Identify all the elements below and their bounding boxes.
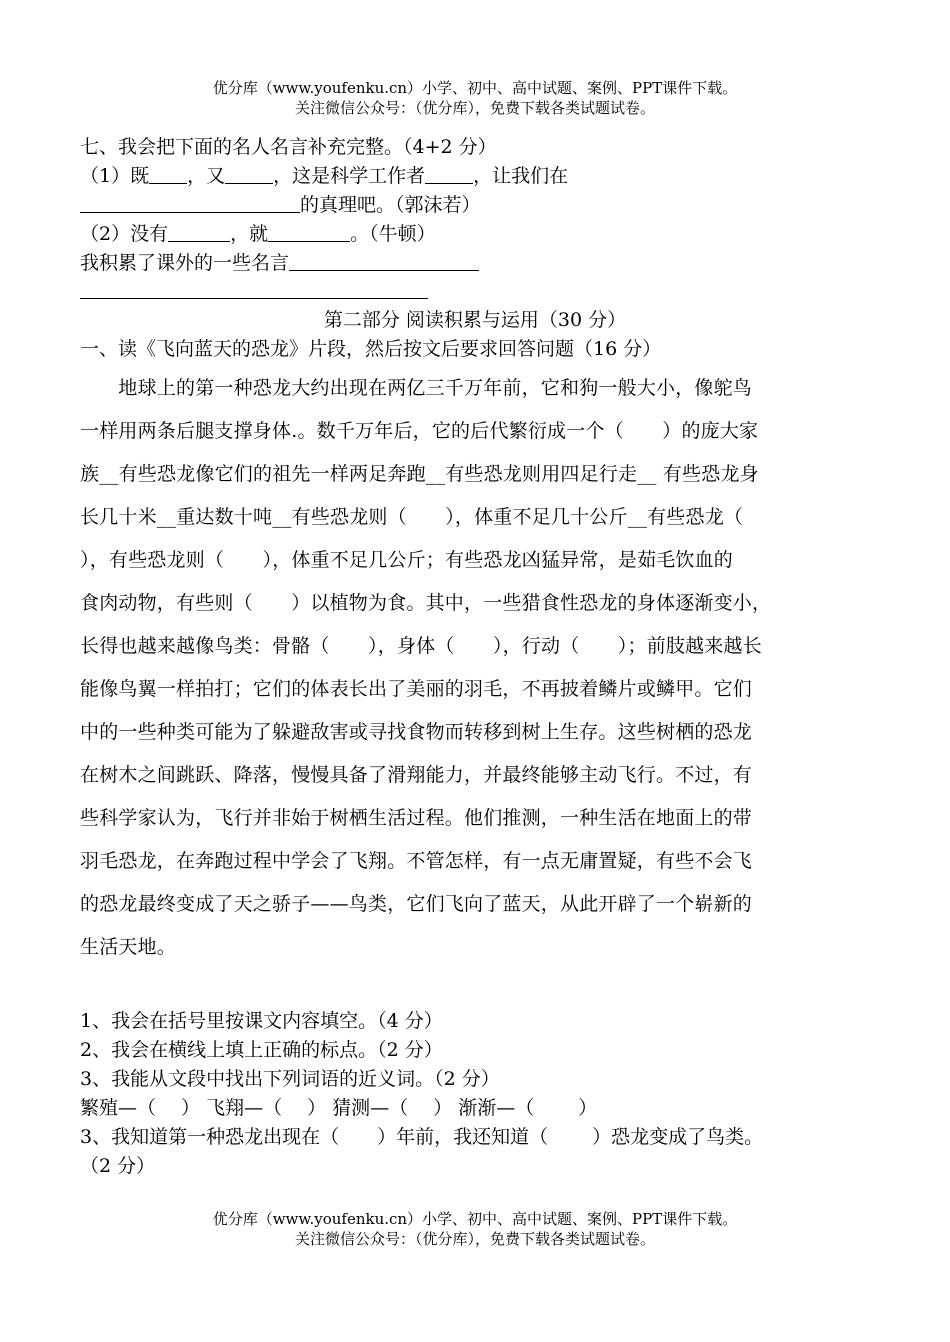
- q1-blank-2[interactable]: [225, 163, 273, 184]
- passage: [80, 367, 870, 969]
- question-4: 3、我知道第一种恐龙出现在（ ）年前，我还知道（ ）恐龙变成了鸟类。: [80, 1126, 764, 1148]
- passage-line: 一样用两条后腿支撑身体.。数千万年后，它的后代繁衍成一个（ ）的庞大家: [80, 420, 759, 442]
- section7-title: 七、我会把下面的名人名言补充完整。（4+2 分）: [80, 136, 497, 158]
- extra-blank[interactable]: [289, 250, 479, 271]
- part2-title: 第二部分 阅读积累与运用（30 分）: [323, 309, 627, 331]
- reading-title: 一、读《飞向蓝天的恐龙》片段，然后按文后要求回答问题（16 分）: [80, 338, 662, 360]
- page-footer: [0, 1209, 950, 1249]
- q2-blank-2[interactable]: [268, 221, 350, 242]
- q1-text-c: ，这是科学工作者: [273, 165, 426, 187]
- q2-text-c: 。（牛顿）: [350, 223, 436, 245]
- q2-text-a: （2）没有: [80, 223, 169, 245]
- header-line-1: 优分库（www.youfenku.cn）小学、初中、高中试题、案例、PPT课件下载。: [212, 79, 738, 97]
- question-1: 1、我会在括号里按课文内容填空。（4 分）: [80, 1010, 443, 1032]
- passage-line: 生活天地。: [80, 936, 177, 958]
- section7-q2: [80, 221, 436, 247]
- passage-line: 族__有些恐龙像它们的祖先一样两足奔跑__有些恐龙则用四足行走__ 有些恐龙身: [80, 463, 759, 485]
- page-header: [0, 78, 950, 118]
- footer-line-2: 关注微信公众号：（优分库），免费下载各类试题试卷。: [294, 1230, 655, 1248]
- question-2: 2、我会在横线上填上正确的标点。（2 分）: [80, 1039, 443, 1061]
- q1-text-a: （1）既: [80, 165, 150, 187]
- passage-line: 羽毛恐龙，在奔跑过程中学会了飞翔。不管怎样，有一点无庸置疑，有些不会飞: [80, 850, 753, 872]
- passage-line: 地球上的第一种恐龙大约出现在两亿三千万年前，它和狗一般大小，像鸵鸟: [80, 377, 753, 399]
- section7-q1-cont: [80, 192, 481, 218]
- passage-line: 些科学家认为，飞行并非始于树栖生活过程。他们推测，一种生活在地面上的带: [80, 807, 753, 829]
- section7-q1: [80, 163, 568, 189]
- footer-line-1: 优分库（www.youfenku.cn）小学、初中、高中试题、案例、PPT课件下载。: [212, 1210, 738, 1228]
- passage-line: 在树木之间跳跃、降落，慢慢具备了滑翔能力，并最终能够主动飞行。不过，有: [80, 764, 753, 786]
- q1-blank-1[interactable]: [149, 163, 187, 184]
- section7-extra: [80, 250, 479, 276]
- q2-blank-1[interactable]: [168, 221, 230, 242]
- synonym-row: 繁殖—（ ） 飞翔—（ ） 猜测—（ ） 渐渐—（ ）: [80, 1097, 598, 1119]
- passage-line: 中的一些种类可能为了躲避敌害或寻找食物而转移到树上生存。这些树栖的恐龙: [80, 721, 753, 743]
- passage-line: 能像鸟翼一样拍打；它们的体表长出了美丽的羽毛，不再披着鳞片或鳞甲。它们: [80, 678, 753, 700]
- passage-line: 长得也越来越像鸟类：骨骼（ ），身体（ ），行动（ ）；前肢越来越长: [80, 635, 762, 657]
- extra-answer-line[interactable]: [80, 298, 428, 299]
- passage-line: 的恐龙最终变成了天之骄子——鸟类，它们飞向了蓝天，从此开辟了一个崭新的: [80, 893, 753, 915]
- question-3: 3、我能从文段中找出下列词语的近义词。（2 分）: [80, 1068, 500, 1090]
- passage-line: 长几十米__重达数十吨__有些恐龙则（ ），体重不足几十公斤__有些恐龙（: [80, 506, 744, 528]
- question-4-score: （2 分）: [80, 1155, 156, 1177]
- q1-blank-4[interactable]: [80, 192, 300, 213]
- extra-text: 我积累了课外的一些名言: [80, 252, 290, 274]
- q1-text-e: 的真理吧。（郭沫若）: [300, 194, 481, 216]
- header-line-2: 关注微信公众号：（优分库），免费下载各类试题试卷。: [294, 99, 655, 117]
- passage-line: ），有些恐龙则（ ），体重不足几公斤；有些恐龙凶猛异常，是茹毛饮血的: [80, 549, 734, 571]
- passage-line: 食肉动物，有些则（ ）以植物为食。其中，一些猎食性恐龙的身体逐渐变小，: [80, 592, 772, 614]
- q2-text-b: ，就: [230, 223, 269, 245]
- q1-blank-3[interactable]: [425, 163, 473, 184]
- q1-text-d: ，让我们在: [473, 165, 569, 187]
- q1-text-b: ，又: [187, 165, 226, 187]
